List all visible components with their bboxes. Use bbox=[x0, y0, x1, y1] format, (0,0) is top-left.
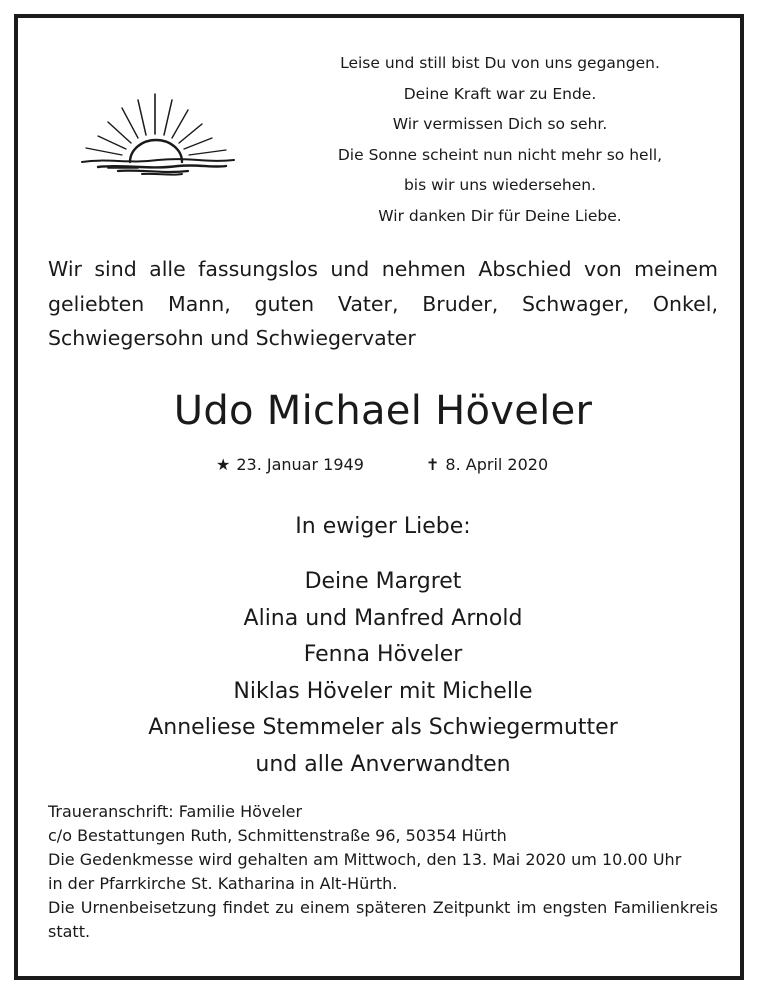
intro-text: Wir sind alle fassungslos und nehmen Abschied von meinem geliebten Mann, guten Vater, Bruder, Schwager, Onkel, Schwiegersohn und Schwiegervater bbox=[48, 257, 718, 350]
memorial-mass-info: Die Gedenkmesse wird gehalten am Mittwoch, den 13. Mai 2020 um 10.00 Uhr bbox=[48, 850, 682, 869]
deceased-name: Udo Michael Höveler bbox=[173, 388, 593, 434]
mourner-line: Anneliese Stemmeler als Schwiegermutter bbox=[148, 715, 618, 740]
birth-date bbox=[216, 455, 364, 474]
death-date-text: 8. April 2020 bbox=[445, 455, 549, 474]
poem-line: Die Sonne scheint nun nicht mehr so hell, bbox=[337, 145, 663, 164]
poem-line: Wir danken Dir für Deine Liebe. bbox=[378, 206, 622, 225]
mourner-line: Niklas Höveler mit Michelle bbox=[233, 678, 533, 704]
mourner-line: Fenna Höveler bbox=[303, 642, 463, 667]
mourner-line: Deine Margret bbox=[304, 569, 462, 594]
star-icon: ★ bbox=[216, 455, 231, 474]
church-info: in der Pfarrkirche St. Katharina in Alt-Hürth. bbox=[48, 874, 398, 893]
funeral-home-address: c/o Bestattungen Ruth, Schmittenstraße 96, 50354 Hürth bbox=[48, 826, 507, 845]
death-date bbox=[426, 455, 548, 474]
cross-icon: ✝ bbox=[426, 455, 440, 474]
poem-line: bis wir uns wiedersehen. bbox=[403, 176, 597, 194]
poem-line: Wir vermissen Dich so sehr. bbox=[392, 115, 608, 133]
setting-sun-icon bbox=[78, 88, 238, 188]
birth-date-text: 23. Januar 1949 bbox=[236, 455, 364, 474]
notes bbox=[48, 800, 718, 944]
poem bbox=[300, 48, 700, 231]
mourning-address: Traueranschrift: Familie Höveler bbox=[48, 802, 303, 821]
urn-burial-info: Die Urnenbeisetzung findet zu einem späteren Zeitpunkt im engsten Familienkreis statt. bbox=[48, 898, 718, 941]
mourners-heading: In ewiger Liebe: bbox=[295, 514, 471, 539]
mourner-line: und alle Anverwandten bbox=[255, 751, 511, 777]
poem-line: Leise und still bist Du von uns gegangen. bbox=[340, 54, 660, 72]
mourner-line: Alina und Manfred Arnold bbox=[243, 605, 523, 631]
mourners-list bbox=[0, 564, 766, 783]
poem-line: Deine Kraft war zu Ende. bbox=[403, 84, 597, 103]
